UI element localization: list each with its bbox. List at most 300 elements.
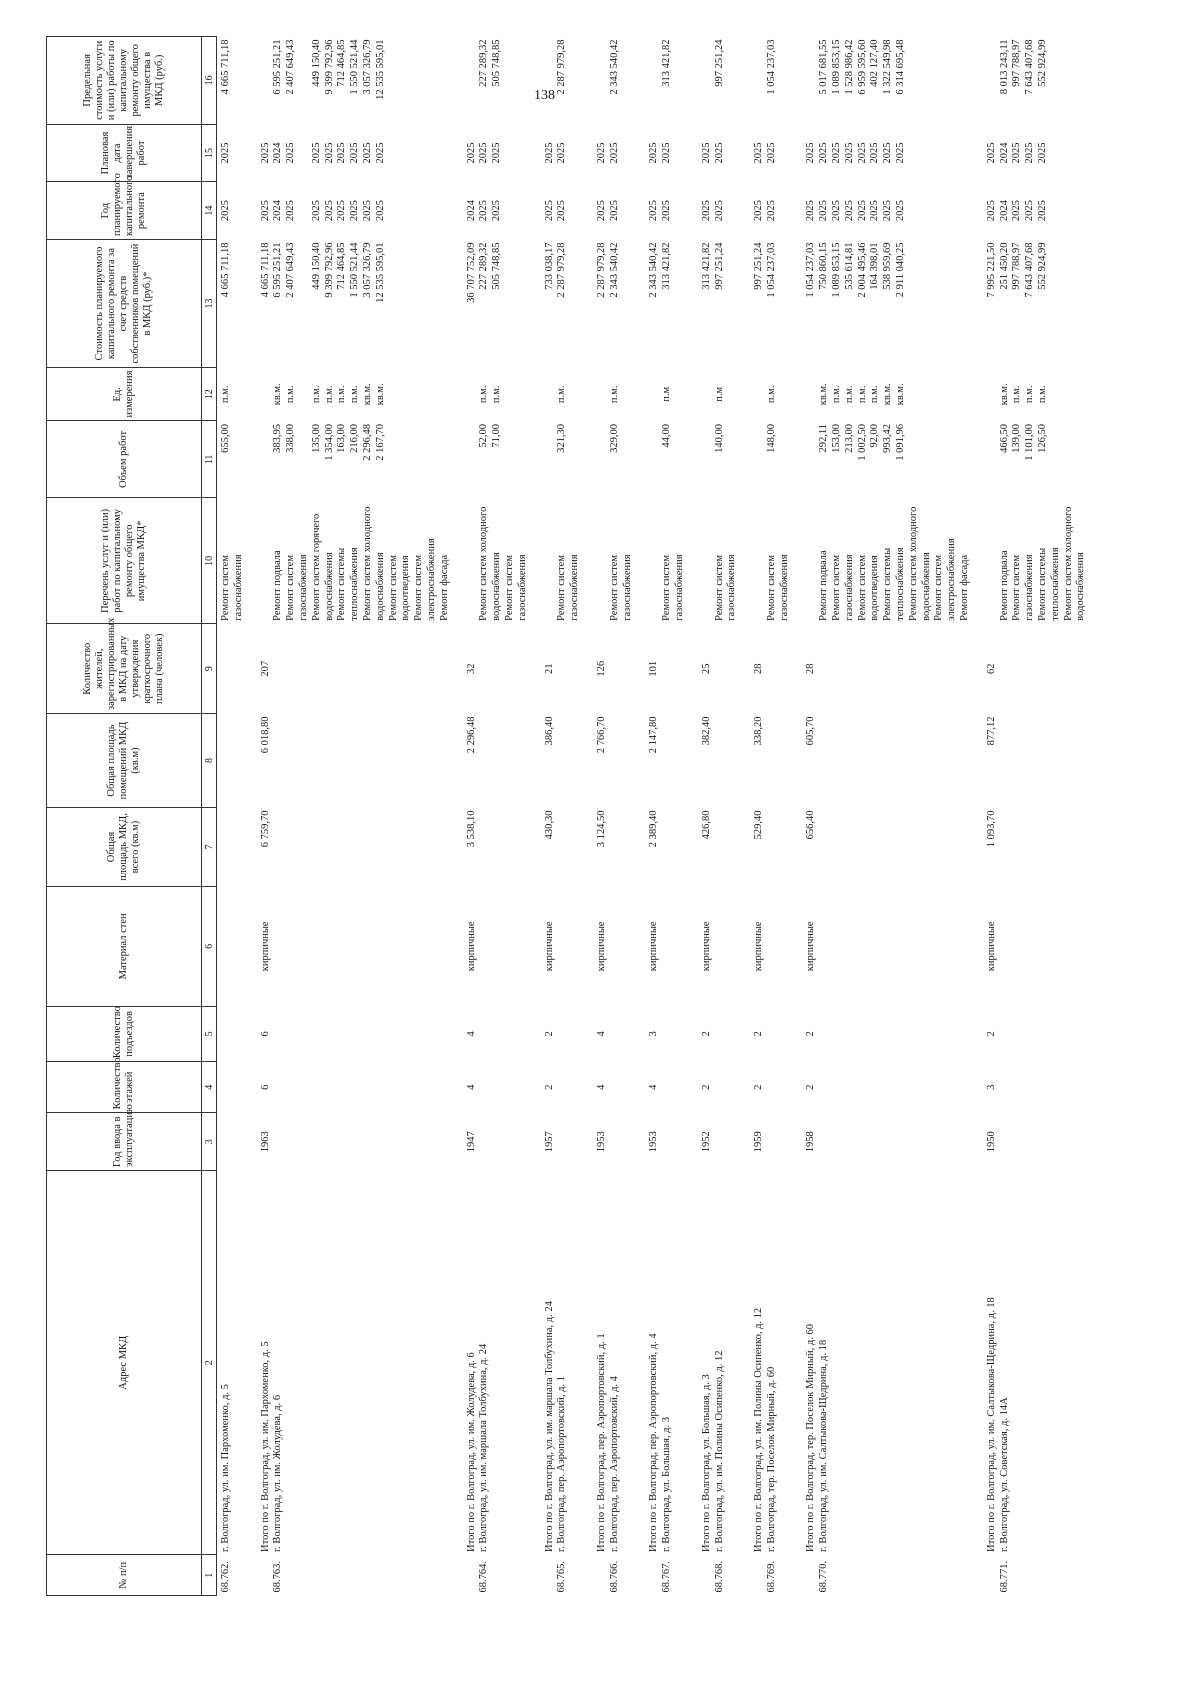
entrances-cell: [272, 1006, 451, 1062]
works-list-cell: [272, 498, 451, 624]
works-list-line: Ремонт системы теплоснабжения: [882, 547, 907, 621]
completion-year-line: 2025: [595, 142, 607, 164]
premises-area-cell: 2 766,70: [595, 716, 607, 754]
residents-cell: [661, 624, 687, 714]
planned-year-line: 2025: [336, 200, 348, 222]
total-area-cell: [478, 808, 529, 887]
row-number-cell: 68.769.: [765, 1561, 777, 1593]
wall-material-cell: кирпичные: [595, 921, 607, 972]
year-built-cell: [478, 1113, 529, 1171]
completion-year-cell: [766, 124, 792, 182]
unit-cell: [556, 368, 582, 421]
planned-year-cell: [556, 182, 582, 240]
unit-line: п.м.: [285, 385, 297, 404]
address-cell: Итого по г. Волгоград, ул. им. Пархоменко, д. 5: [259, 1341, 271, 1552]
cost-line: 2 287 979,28: [595, 242, 607, 298]
works-list-line: Ремонт системы теплоснабжения: [1037, 547, 1061, 621]
limit-cost-cell: [818, 37, 972, 125]
wall-material-cell: кирпичные: [985, 921, 997, 972]
column-number: 14: [202, 182, 217, 240]
address-cell: Итого по г. Волгоград, ул. им. Жолудева, д. 6: [465, 1352, 477, 1552]
unit-line: п.м.: [1024, 385, 1036, 404]
year-built-cell: 1953: [648, 1131, 660, 1153]
unit-cell: [634, 368, 661, 421]
planned-year-line: 2025: [1024, 200, 1036, 222]
works-list-line: Ремонт систем газоснабжения: [831, 554, 855, 621]
works-list-line: Ремонт систем газоснабжения: [661, 554, 685, 621]
residents-cell: 62: [985, 663, 997, 674]
planned-year-line: 2024: [465, 200, 477, 222]
limit-cost-cell: [687, 37, 714, 125]
entrances-cell: 4: [465, 1031, 477, 1037]
floors-cell: 2: [805, 1084, 817, 1090]
completion-year-line: 2025: [700, 142, 712, 164]
row-number-cell: [791, 1555, 818, 1596]
works-list-line: Ремонт систем холодного водоснабжения: [907, 506, 932, 621]
planned-year-line: 2025: [361, 200, 373, 222]
limit-cost-line: 449 150,40: [310, 39, 322, 87]
header-cell: Год ввода в эксплуатацию: [47, 1113, 202, 1171]
row-number-cell: [739, 1555, 766, 1596]
column-number: 12: [202, 368, 217, 421]
address-cell: Итого по г. Волгоград, ул. Большая, д. 3: [700, 1374, 712, 1552]
works-list-cell: [739, 498, 766, 624]
premises-area-cell: 382,40: [700, 716, 712, 746]
works-list-line: Ремонт систем газоснабжения: [220, 554, 244, 621]
limit-cost-line: 7 643 407,68: [1024, 39, 1036, 95]
total-row: [452, 37, 479, 1596]
unit-line: п.м.: [220, 385, 231, 404]
planned-year-line: 2025: [374, 200, 386, 222]
planned-year-line: 2025: [648, 200, 660, 222]
unit-line: п.м: [713, 386, 725, 402]
works-list-line: Ремонт подвала: [998, 550, 1010, 621]
volume-line: 338,00: [285, 423, 297, 453]
completion-year-cell: [791, 124, 818, 182]
table-row: [556, 37, 582, 1596]
works-list-cell: [452, 498, 479, 624]
year-built-cell: 1952: [700, 1131, 712, 1153]
address-cell: г. Волгоград, ул. Большая, д. 3: [661, 1416, 673, 1552]
cost-line: 4 665 711,18: [220, 242, 231, 298]
unit-line: кв.м.: [818, 383, 830, 406]
works-list-line: Ремонт систем газоснабжения: [503, 554, 528, 621]
volume-line: 1 091,96: [895, 423, 907, 461]
cost-line: 2 287 979,28: [556, 242, 568, 298]
address-cell: г. Волгоград, тер. Поселок Мирный, д. 60: [765, 1366, 777, 1552]
volume-cell: [791, 421, 818, 498]
completion-year-line: 2025: [765, 142, 777, 164]
cost-line: 313 421,82: [661, 242, 673, 290]
wall-material-cell: [714, 887, 740, 1007]
total-area-cell: [272, 808, 451, 887]
cost-cell: [661, 239, 687, 367]
header-cell: Количество жителей, зарегистрированных в МКД на дату утверждения краткосрочного плана (человек): [47, 624, 202, 714]
completion-year-line: 2025: [465, 142, 477, 164]
entrances-cell: [661, 1006, 687, 1062]
cost-line: 12 535 595,01: [374, 242, 386, 303]
completion-year-line: 2025: [1011, 142, 1023, 164]
premises-area-cell: 6 018,80: [259, 716, 271, 754]
works-list-cell: [687, 498, 714, 624]
cost-line: 505 748,85: [491, 242, 503, 290]
works-list-cell: [999, 498, 1089, 624]
cost-line: 538 959,69: [882, 242, 894, 290]
planned-year-line: 2025: [543, 200, 555, 222]
unit-cell: [582, 368, 609, 421]
limit-cost-line: [298, 40, 311, 122]
works-list-cell: [766, 498, 792, 624]
column-number: 5: [202, 1006, 217, 1062]
limit-cost-cell: [246, 37, 273, 125]
floors-cell: [556, 1062, 582, 1113]
completion-year-line: 2025: [220, 142, 231, 164]
total-area-cell: [609, 808, 635, 887]
year-built-cell: 1947: [465, 1131, 477, 1153]
row-number-cell: [687, 1555, 714, 1596]
volume-line: 292,11: [818, 423, 830, 453]
planned-year-line: 2025: [700, 200, 712, 222]
limit-cost-line: 8 013 243,11: [998, 39, 1010, 95]
entrances-cell: [478, 1006, 529, 1062]
unit-cell: [791, 368, 818, 421]
unit-line: кв.м.: [882, 383, 894, 406]
unit-line: п.м.: [831, 385, 843, 404]
volume-line: 321,30: [556, 423, 568, 453]
year-built-cell: [609, 1113, 635, 1171]
premises-area-cell: 2 147,80: [648, 716, 660, 754]
planned-year-cell: [661, 182, 687, 240]
completion-year-line: 2025: [478, 142, 490, 164]
cost-line: 3 057 326,79: [361, 242, 373, 298]
planned-year-line: 2025: [882, 200, 894, 222]
volume-cell: [687, 421, 714, 498]
works-list-cell: [818, 498, 972, 624]
total-row: [687, 37, 714, 1596]
volume-line: 126,50: [1037, 423, 1049, 453]
residents-cell: [217, 624, 246, 714]
planned-year-line: 2025: [869, 200, 881, 222]
premises-area-cell: 386,40: [543, 716, 555, 746]
unit-cell: [999, 368, 1089, 421]
unit-cell: [246, 368, 273, 421]
total-area-cell: 3 124,50: [595, 810, 607, 848]
address-cell: г. Волгоград, пер. Аэропортовский, д. 1: [556, 1376, 568, 1552]
works-list-line: Ремонт систем водоотведения: [856, 554, 881, 621]
limit-cost-line: 6 314 695,48: [895, 39, 907, 95]
completion-year-line: 2025: [310, 142, 322, 164]
completion-year-line: 2025: [491, 142, 503, 164]
planned-year-cell: [478, 182, 529, 240]
planned-year-line: 2025: [285, 200, 297, 222]
limit-cost-line: 9 399 792,96: [323, 39, 335, 95]
works-list-cell: [661, 498, 687, 624]
wall-material-cell: [556, 887, 582, 1007]
unit-line: п.м.: [843, 385, 855, 404]
cost-cell: [818, 239, 972, 367]
planned-year-cell: [246, 182, 273, 240]
table-row: [661, 37, 687, 1596]
volume-cell: [272, 421, 451, 498]
cost-cell: [246, 239, 273, 367]
completion-year-cell: [634, 124, 661, 182]
column-number: 6: [202, 887, 217, 1007]
works-list-line: Ремонт систем газоснабжения: [285, 554, 309, 621]
volume-line: 140,00: [713, 423, 725, 453]
row-number-cell: 68.764.: [478, 1561, 490, 1593]
planned-year-cell: [452, 182, 479, 240]
limit-cost-line: 5 017 681,55: [818, 39, 830, 95]
limit-cost-cell: [452, 37, 479, 125]
unit-line: п.м.: [310, 385, 322, 404]
unit-cell: [687, 368, 714, 421]
wall-material-cell: кирпичные: [543, 921, 555, 972]
floors-cell: [999, 1062, 1089, 1113]
limit-cost-line: 1 528 986,42: [843, 39, 855, 95]
residents-cell: [714, 624, 740, 714]
completion-year-line: 2025: [608, 142, 620, 164]
wall-material-cell: [478, 887, 529, 1007]
row-number-cell: [582, 1555, 609, 1596]
completion-year-line: 2025: [543, 142, 555, 164]
residents-cell: 25: [700, 663, 712, 674]
volume-cell: [246, 421, 273, 498]
cost-cell: [739, 239, 766, 367]
planned-year-line: 2025: [856, 200, 868, 222]
address-cell: Итого по г. Волгоград, ул. им. Полины Осипенко, д. 12: [753, 1307, 765, 1552]
completion-year-line: 2024: [272, 142, 284, 164]
row-number-cell: [634, 1555, 661, 1596]
wall-material-cell: кирпичные: [700, 921, 712, 972]
planned-year-line: 2025: [608, 200, 620, 222]
total-area-cell: 529,40: [753, 810, 765, 840]
works-list-cell: [609, 498, 635, 624]
floors-cell: 4: [465, 1084, 477, 1090]
cost-cell: [999, 239, 1089, 367]
works-list-line: Ремонт подвала: [272, 550, 284, 621]
planned-year-line: 2025: [765, 200, 777, 222]
planned-year-cell: [217, 182, 246, 240]
works-list-line: Ремонт фасада: [438, 554, 450, 621]
year-built-cell: [999, 1113, 1089, 1171]
works-list-line: Ремонт систем горячего водоснабжения: [310, 513, 335, 621]
premises-area-cell: [609, 714, 635, 808]
limit-cost-line: 1 089 853,15: [831, 39, 843, 95]
limit-cost-cell: [272, 37, 451, 125]
column-number: 7: [202, 808, 217, 887]
limit-cost-line: 997 788,97: [1011, 39, 1023, 87]
planned-year-line: 2024: [272, 200, 284, 222]
address-cell: г. Волгоград, пер. Аэропортовский, д. 4: [608, 1376, 620, 1552]
unit-line: п.м.: [491, 385, 503, 404]
unit-cell: [609, 368, 635, 421]
unit-line: кв.м.: [361, 383, 373, 406]
total-area-cell: 426,80: [700, 810, 712, 840]
cost-cell: [714, 239, 740, 367]
entrances-cell: 4: [595, 1031, 607, 1037]
volume-line: 1 002,50: [856, 423, 868, 461]
address-cell: Итого по г. Волгоград, пер. Аэропортовский, д. 4: [648, 1333, 660, 1552]
limit-cost-line: 227 289,32: [478, 39, 490, 87]
planned-year-line: 2025: [323, 200, 335, 222]
total-area-cell: [217, 808, 246, 887]
wall-material-cell: кирпичные: [753, 921, 765, 972]
floors-cell: [714, 1062, 740, 1113]
limit-cost-cell: [972, 37, 999, 125]
entrances-cell: 2: [700, 1031, 712, 1037]
completion-year-cell: [972, 124, 999, 182]
planned-year-cell: [609, 182, 635, 240]
floors-cell: [217, 1062, 246, 1113]
unit-line: п.м.: [869, 385, 881, 404]
volume-line: 71,00: [491, 423, 503, 448]
cost-line: 535 614,81: [843, 242, 855, 290]
limit-cost-line: 1 054 237,03: [765, 39, 777, 95]
entrances-cell: [217, 1006, 246, 1062]
column-number: 15: [202, 124, 217, 182]
header-cell: Объем работ: [47, 421, 202, 498]
row-number-cell: 68.765.: [556, 1561, 568, 1593]
residents-cell: [609, 624, 635, 714]
table-row: [818, 37, 972, 1596]
unit-line: кв.м.: [998, 383, 1010, 406]
year-built-cell: [661, 1113, 687, 1171]
completion-year-cell: [246, 124, 273, 182]
total-area-cell: [714, 808, 740, 887]
works-list-line: Ремонт систем газоснабжения: [556, 554, 581, 621]
table-row: [766, 37, 792, 1596]
works-list-line: Ремонт систем электроснабжения: [933, 538, 958, 621]
year-built-cell: [818, 1113, 972, 1171]
completion-year-line: 2025: [882, 142, 894, 164]
completion-year-cell: [478, 124, 529, 182]
floors-cell: 4: [595, 1084, 607, 1090]
planned-year-cell: [634, 182, 661, 240]
limit-cost-cell: [609, 37, 635, 125]
limit-cost-line: 997 251,24: [713, 39, 725, 87]
header-cell: Плановая дата завершения работ: [47, 124, 202, 182]
planned-year-cell: [687, 182, 714, 240]
row-number-cell: 68.771.: [998, 1561, 1010, 1593]
planned-year-line: 2025: [595, 200, 607, 222]
floors-cell: [661, 1062, 687, 1113]
volume-line: 655,00: [220, 423, 231, 453]
entrances-cell: 2: [985, 1031, 997, 1037]
address-cell: г. Волгоград, ул. им. Пархоменко, д. 5: [220, 1384, 231, 1552]
floors-cell: 3: [985, 1084, 997, 1090]
volume-line: 383,95: [272, 423, 284, 453]
volume-line: 148,00: [765, 423, 777, 453]
wall-material-cell: [766, 887, 792, 1007]
premises-area-cell: 2 296,48: [465, 716, 477, 754]
column-number: 11: [202, 421, 217, 498]
cost-line: 997 251,24: [713, 242, 725, 290]
residents-cell: [556, 624, 582, 714]
cost-line: 2 343 540,42: [648, 242, 660, 298]
total-area-cell: 2 389,40: [648, 810, 660, 848]
completion-year-cell: [999, 124, 1089, 182]
completion-year-cell: [217, 124, 246, 182]
planned-year-cell: [791, 182, 818, 240]
completion-year-cell: [661, 124, 687, 182]
volume-cell: [999, 421, 1089, 498]
residents-cell: [272, 624, 451, 714]
total-area-cell: 656,40: [805, 810, 817, 840]
row-number-cell: 68.766.: [608, 1561, 620, 1593]
wall-material-cell: [661, 887, 687, 1007]
planned-year-cell: [818, 182, 972, 240]
header-cell: Ед. измерения: [47, 368, 202, 421]
residents-cell: 207: [259, 660, 271, 677]
address-cell: Итого по г. Волгоград, тер. Поселок Мирный, д. 60: [805, 1324, 817, 1552]
cost-cell: [478, 239, 529, 367]
planned-year-line: 2025: [843, 200, 855, 222]
limit-cost-line: 2 407 649,43: [285, 39, 297, 95]
volume-line: 2 296,48: [361, 423, 373, 461]
column-number-row: [202, 37, 217, 1596]
column-number: 1: [202, 1555, 217, 1596]
planned-year-cell: [972, 182, 999, 240]
volume-cell: [739, 421, 766, 498]
planned-year-line: 2025: [1037, 200, 1049, 222]
limit-cost-cell: [714, 37, 740, 125]
premises-area-cell: [272, 714, 451, 808]
cost-line: 4 665 711,18: [259, 242, 271, 298]
works-list-line: Ремонт системы теплоснабжения: [336, 547, 361, 621]
unit-line: кв.м.: [272, 383, 284, 406]
works-list-line: Ремонт систем электроснабжения: [413, 538, 437, 621]
volume-line: 52,00: [478, 423, 490, 448]
total-area-cell: [999, 808, 1089, 887]
row-number-cell: 68.762.: [220, 1561, 231, 1593]
header-cell: Адрес МКД: [47, 1171, 202, 1555]
total-row: [246, 37, 273, 1596]
entrances-cell: 2: [543, 1031, 555, 1037]
row-number-cell: [246, 1555, 273, 1596]
premises-area-cell: [661, 714, 687, 808]
cost-line: 2 004 495,46: [856, 242, 868, 298]
cost-line: 164 398,01: [869, 242, 881, 290]
planned-year-line: 2025: [556, 200, 568, 222]
premises-area-cell: 877,12: [985, 716, 997, 746]
address-cell: Итого по г. Волгоград, пер. Аэропортовский, д. 1: [595, 1333, 607, 1552]
floors-cell: [272, 1062, 451, 1113]
works-list-line: Ремонт систем газоснабжения: [608, 554, 633, 621]
completion-year-line: 2025: [648, 142, 660, 164]
address-cell: г. Волгоград, ул. Советская, д. 14А: [998, 1397, 1010, 1552]
planned-year-line: 2025: [753, 200, 765, 222]
limit-cost-cell: [999, 37, 1089, 125]
works-list-line: Ремонт систем холодного водоснабжения: [478, 506, 503, 621]
volume-cell: [556, 421, 582, 498]
cost-cell: [582, 239, 609, 367]
unit-cell: [739, 368, 766, 421]
planned-year-line: 2025: [831, 200, 843, 222]
premises-area-cell: [999, 714, 1089, 808]
header-cell: Стоимость планируемого капитального ремонта за счет средств собственников помещений в МКД (руб.)*: [47, 239, 202, 367]
address-cell: г. Волгоград, ул. им. Полины Осипенко, д. 12: [713, 1350, 725, 1552]
volume-cell: [217, 421, 246, 498]
limit-cost-line: 12 535 595,01: [374, 39, 386, 100]
total-area-cell: 3 538,10: [465, 810, 477, 848]
header-cell: № п/п: [47, 1555, 202, 1596]
wall-material-cell: [818, 887, 972, 1007]
cost-line: 7 995 221,50: [985, 242, 997, 298]
cost-line: 712 464,85: [336, 242, 348, 290]
limit-cost-cell: [766, 37, 792, 125]
volume-cell: [452, 421, 479, 498]
year-built-cell: 1950: [985, 1131, 997, 1153]
